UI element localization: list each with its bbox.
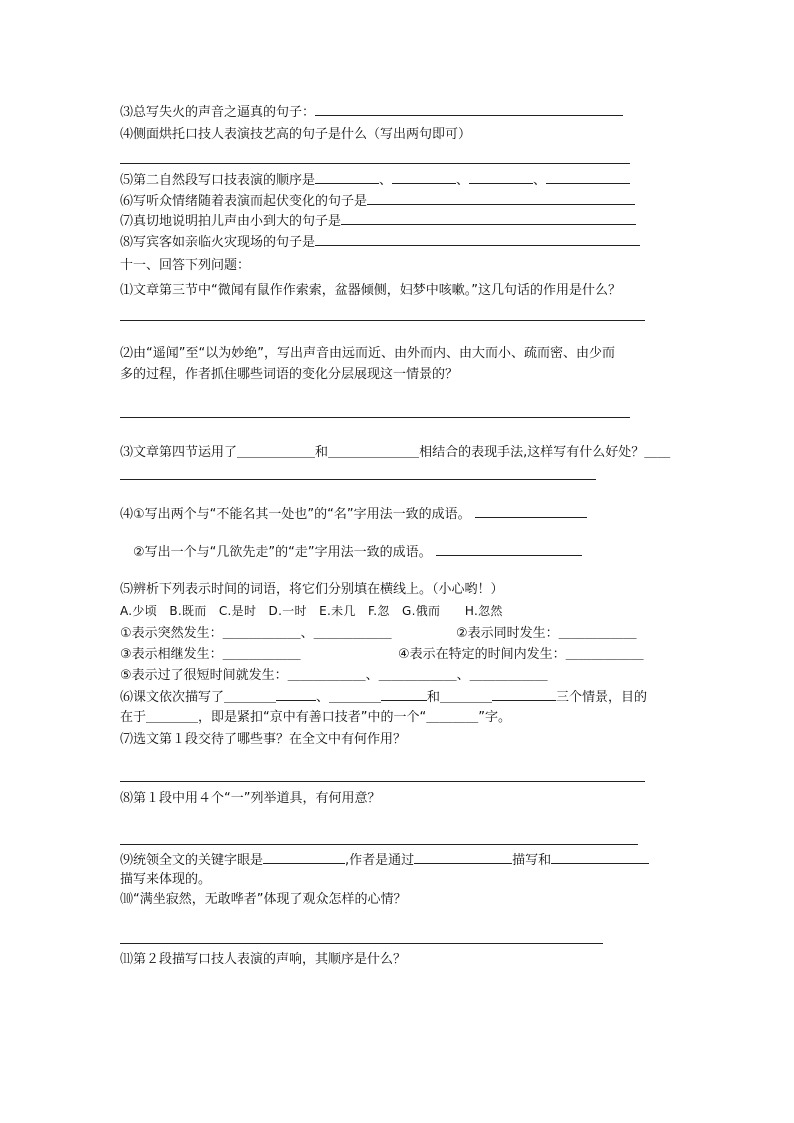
s11-q9-text-d: 描写来体现的。: [120, 872, 212, 887]
s11-q3-blank-2[interactable]: ＿＿＿＿＿＿＿: [328, 445, 420, 460]
q5-blank-4[interactable]: [546, 171, 630, 184]
q7-text: ⑺真切地说明拍儿声由小到大的句子是: [120, 214, 342, 229]
s11-q9-blank-3[interactable]: [551, 851, 649, 864]
s11-q2-text-b: 多的过程，作者抓住哪些词语的变化分层展现这一情景的？: [120, 367, 459, 382]
s11-q6-blank-2[interactable]: [381, 688, 427, 701]
s11-q5-row3[interactable]: ⑤表示过了很短时间就发生：＿＿＿＿＿＿、＿＿＿＿＿＿、＿＿＿＿＿＿: [120, 668, 548, 683]
s11-q3-text-c: 相结合的表现手法,这样写有什么好处？: [419, 445, 645, 460]
s11-q6b-text: 在于＿＿＿＿，即是紧扣“京中有善口技者”中的一个“＿＿＿＿”字。: [120, 710, 511, 725]
q5-sep-2: 、: [456, 173, 470, 188]
s11-q9-blank-1[interactable]: [263, 851, 345, 864]
s11-q6a-text-3: 和＿＿＿＿: [427, 690, 493, 705]
s11-q10-text: ⑽“满坐寂然，无敢哗者”体现了观众怎样的心情？: [120, 892, 407, 907]
s11-q7-answer-line[interactable]: [120, 781, 645, 782]
q5-blank-1[interactable]: [315, 171, 379, 184]
s11-q4a-blank[interactable]: [475, 505, 587, 518]
s11-q3-blank-3[interactable]: ＿＿: [644, 445, 671, 460]
q3-answer-blank[interactable]: [315, 103, 623, 116]
s11-q3-text-a: ⑶文章第四节运用了: [120, 445, 238, 460]
s11-q6-blank-1[interactable]: [276, 688, 316, 701]
q8-line: [120, 233, 640, 251]
s11-q5-options: A.少顷 B.既而 C.是时 D.一时 E.未几 F.忽 G.俄而 H.忽然: [120, 604, 503, 618]
s11-q2-text-a: ⑵由“遥闻”至“以为妙绝”，写出声音由远而近、由外而内、由大而小、疏而密、由少而: [120, 346, 615, 361]
s11-q6a-text-4: 三个情景，目的: [556, 690, 648, 705]
s11-q7-text: ⑺选文第１段交待了哪些事？在全文中有何作用？: [120, 732, 407, 747]
q6-text: ⑹写听众情绪随着表演而起伏变化的句子是: [120, 194, 368, 209]
s11-q6a-text-2: 、＿＿＿＿: [316, 690, 382, 705]
q3-text: ⑶总写失火的声音之逼真的句子：: [120, 105, 316, 120]
s11-q4b-line: [133, 543, 582, 561]
s11-q4b-blank[interactable]: [436, 543, 582, 556]
s11-q3-answer-line[interactable]: [120, 479, 596, 480]
s11-q11-text: ⑾第２段描写口技人表演的声响，其顺序是什么？: [120, 952, 407, 967]
s11-q6a-line: [120, 688, 647, 706]
s11-q5-row2a[interactable]: ③表示相继发生：＿＿＿＿＿＿: [120, 647, 301, 662]
s11-q8-answer-line[interactable]: [120, 844, 638, 845]
q8-answer-blank[interactable]: [315, 233, 640, 246]
s11-q6-blank-3[interactable]: [492, 688, 556, 701]
s11-q1-text: ⑴文章第三节中“微闻有鼠作作索索，盆器倾侧，妇梦中咳嗽。”这几句话的作用是什么？: [120, 283, 621, 298]
s11-q5-row1a[interactable]: ①表示突然发生：＿＿＿＿＿＿、＿＿＿＿＿＿: [120, 626, 392, 641]
s11-q3-line: [120, 444, 670, 461]
q8-text: ⑻写宾客如亲临火灾现场的句子是: [120, 235, 316, 250]
s11-q9-line: [120, 851, 649, 869]
section-11-heading: 十一、回答下列问题：: [120, 258, 251, 273]
s11-q5-row2b[interactable]: ④表示在特定的时间内发生：＿＿＿＿＿＿: [398, 647, 644, 662]
s11-q8-text: ⑻第１段中用４个“一”列举道具，有何用意？: [120, 791, 381, 806]
s11-q6a-text-1: ⑹课文依次描写了＿＿＿＿: [120, 690, 277, 705]
q5-sep-1: 、: [379, 173, 393, 188]
s11-q5-text: ⑸辨析下列表示时间的词语，将它们分别填在横线上。（小心哟！）: [120, 582, 504, 597]
s11-q2-answer-line[interactable]: [120, 417, 630, 418]
q3-line: [120, 103, 623, 121]
q5-text: ⑸第二自然段写口技表演的顺序是: [120, 173, 316, 188]
q5-blank-2[interactable]: [392, 171, 456, 184]
q6-answer-blank[interactable]: [367, 192, 635, 205]
q7-answer-blank[interactable]: [341, 212, 636, 225]
s11-q9-text-a: ⑼统领全文的关键字眼是: [120, 853, 264, 868]
q5-blank-3[interactable]: [469, 171, 533, 184]
s11-q5-row1b[interactable]: ②表示同时发生：＿＿＿＿＿＿: [456, 626, 637, 641]
q5-sep-3: 、: [533, 173, 547, 188]
q7-line: [120, 212, 636, 230]
q5-line: [120, 171, 630, 189]
s11-q1-answer-line[interactable]: [120, 320, 645, 321]
s11-q4a-line: [120, 505, 587, 523]
s11-q3-text-b: 和: [315, 445, 329, 460]
s11-q9-text-c: 描写和: [512, 853, 552, 868]
s11-q4b-text: ②写出一个与“几欲先走”的“走”字用法一致的成语。: [133, 545, 432, 560]
s11-q9-blank-2[interactable]: [414, 851, 512, 864]
s11-q10-answer-line[interactable]: [120, 943, 603, 944]
s11-q3-blank-1[interactable]: ＿＿＿＿＿＿: [237, 445, 316, 460]
q6-line: [120, 192, 635, 210]
q4-text: ⑷侧面烘托口技人表演技艺高的句子是什么（写出两句即可）: [120, 127, 472, 142]
s11-q4a-text: ⑷①写出两个与“不能名其一处也”的“名”字用法一致的成语。: [120, 507, 471, 522]
q4-answer-line[interactable]: [120, 163, 630, 164]
s11-q9-text-b: ,作者是通过: [345, 853, 415, 868]
